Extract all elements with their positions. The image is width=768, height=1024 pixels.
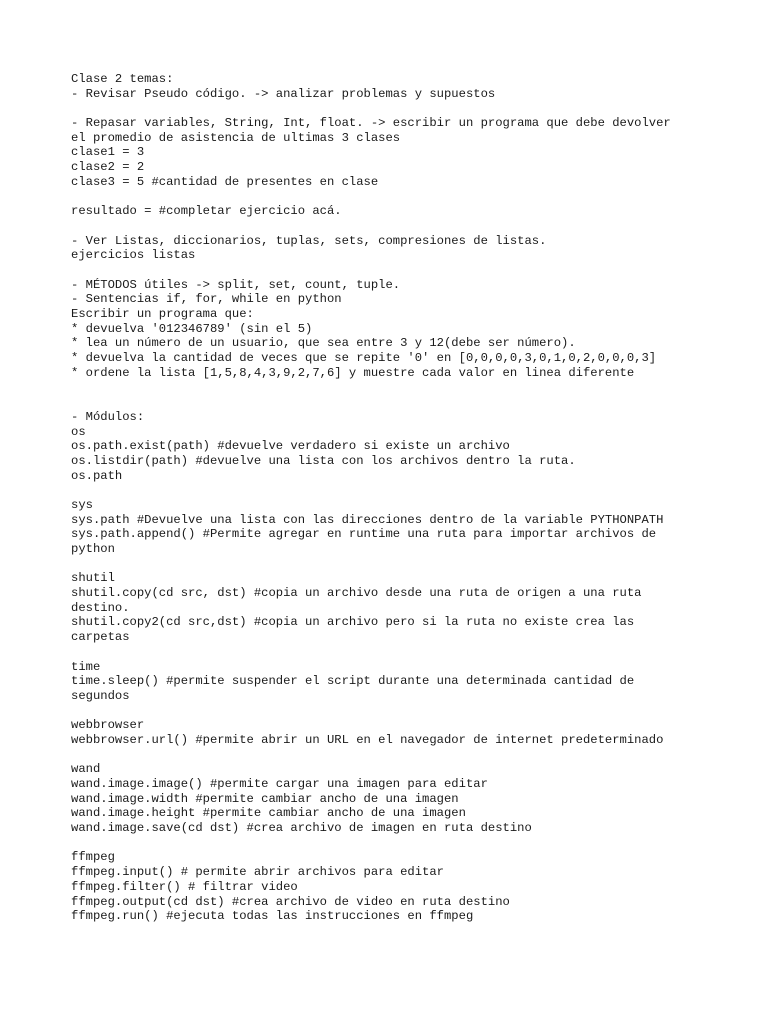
document-line: * lea un número de un usuario, que sea entre 3 y 12(debe ser número).	[71, 336, 576, 351]
document-line	[71, 483, 711, 498]
document-line	[71, 380, 711, 395]
document-line	[71, 395, 711, 410]
document-line: os	[71, 424, 86, 439]
document-line	[71, 704, 711, 719]
document-line: clase2 = 2	[71, 160, 145, 175]
document-line: carpetas	[71, 630, 130, 645]
document-line: wand.image.image() #permite cargar una imagen para editar	[71, 777, 488, 791]
document-line: - MÉTODOS útiles -> split, set, count, tuple.	[71, 277, 401, 292]
document-line: os.path.exist(path) #devuelve verdadero si existe un archivo	[71, 439, 510, 454]
document-line	[71, 219, 711, 234]
document-line: * devuelva '012346789' (sin el 5)	[71, 321, 313, 336]
document-line: ffmpeg.run() #ejecuta todas las instrucciones en ffmpeg	[71, 909, 474, 924]
document-line: wand.image.height #permite cambiar ancho de una imagen	[71, 806, 466, 821]
document-line: webbrowser	[71, 718, 145, 733]
document-text	[71, 72, 711, 924]
document-line: wand	[71, 762, 101, 777]
document-line: destino.	[71, 600, 130, 615]
document-line: segundos	[71, 688, 130, 703]
document-line: * ordene la lista [1,5,8,4,3,9,2,7,6] y muestre cada valor en linea diferente	[71, 365, 635, 380]
document-line: shutil.copy2(cd src,dst) #copia un archivo pero si la ruta no existe crea las	[71, 615, 635, 630]
document-line: Escribir un programa que:	[71, 307, 254, 321]
document-line: sys.path.append() #Permite agregar en runtime una ruta para importar archivos de	[71, 527, 657, 542]
document-line: clase1 = 3	[71, 145, 145, 160]
document-line	[71, 190, 711, 205]
document-line: sys.path #Devuelve una lista con las direcciones dentro de la variable PYTHONPATH	[71, 512, 664, 527]
document-line: - Ver Listas, diccionarios, tuplas, sets, compresiones de listas.	[71, 233, 547, 248]
document-line: - Revisar Pseudo código. -> analizar problemas y supuestos	[71, 86, 496, 101]
document-line	[71, 645, 711, 660]
document-line: ffmpeg.output(cd dst) #crea archivo de video en ruta destino	[71, 894, 510, 909]
document-line	[71, 836, 711, 851]
document-line: ffmpeg.input() # permite abrir archivos para editar	[71, 865, 444, 880]
document-line: * devuelva la cantidad de veces que se repite '0' en [0,0,0,0,3,0,1,0,2,0,0,0,3]	[71, 351, 657, 366]
document-line	[71, 557, 711, 572]
document-line	[71, 101, 711, 116]
document-line: el promedio de asistencia de ultimas 3 clases	[71, 130, 401, 145]
document-line: wand.image.save(cd dst) #crea archivo de imagen en ruta destino	[71, 821, 532, 836]
document-line: sys	[71, 497, 93, 512]
document-line: resultado = #completar ejercicio acá.	[71, 204, 342, 219]
document-line: os.path	[71, 468, 123, 483]
document-line: wand.image.width #permite cambiar ancho de una imagen	[71, 791, 459, 806]
document-line: - Módulos:	[71, 409, 145, 424]
document-line: clase3 = 5 #cantidad de presentes en clase	[71, 174, 379, 189]
document-line: - Repasar variables, String, Int, float. -> escribir un programa que debe devolver	[71, 116, 671, 131]
document-line: time	[71, 659, 101, 674]
document-line: - Sentencias if, for, while en python	[71, 292, 342, 307]
document-line: ejercicios listas	[71, 248, 196, 263]
document-line: ffmpeg.filter() # filtrar video	[71, 879, 298, 894]
document-line: Clase 2 temas:	[71, 72, 174, 86]
document-line: time.sleep() #permite suspender el script durante una determinada cantidad de	[71, 674, 635, 689]
document-line: shutil	[71, 571, 115, 586]
document-line: shutil.copy(cd src, dst) #copia un archivo desde una ruta de origen a una ruta	[71, 586, 642, 601]
document-line: os.listdir(path) #devuelve una lista con los archivos dentro la ruta.	[71, 453, 576, 468]
document-line: python	[71, 542, 115, 556]
document-line: webbrowser.url() #permite abrir un URL en el navegador de internet predeterminado	[71, 732, 664, 747]
document-line	[71, 748, 711, 763]
document-line	[71, 263, 711, 278]
document-line: ffmpeg	[71, 850, 115, 865]
